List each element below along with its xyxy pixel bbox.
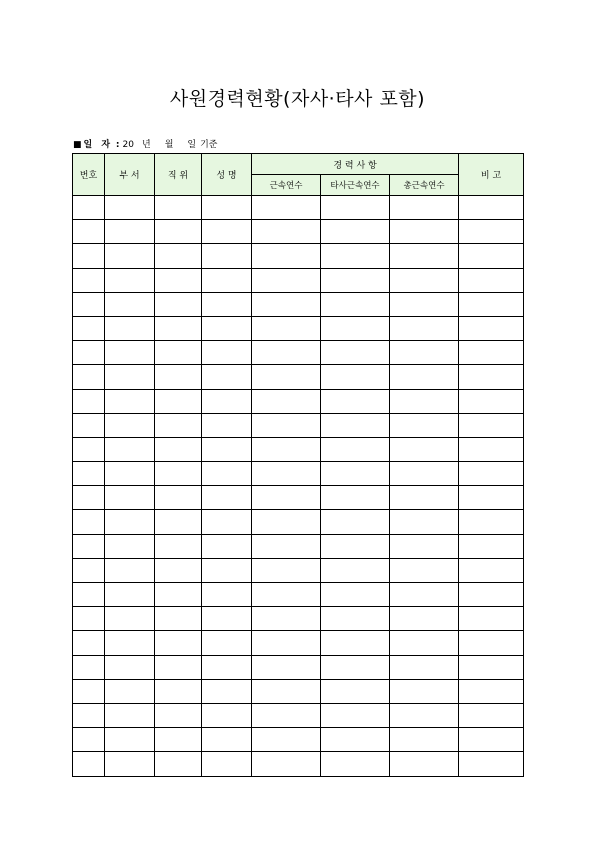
table-cell[interactable] bbox=[252, 413, 321, 437]
date-line bbox=[73, 137, 217, 150]
table-cell[interactable] bbox=[321, 268, 390, 292]
table-cell[interactable] bbox=[459, 244, 524, 268]
table-cell[interactable] bbox=[321, 437, 390, 461]
table-cell[interactable] bbox=[390, 413, 459, 437]
table-cell[interactable] bbox=[252, 655, 321, 679]
date-colon: : bbox=[115, 140, 120, 150]
table-cell[interactable] bbox=[73, 365, 105, 389]
table-cell[interactable] bbox=[155, 244, 202, 268]
table-cell[interactable] bbox=[390, 268, 459, 292]
table-cell[interactable] bbox=[73, 510, 105, 534]
table-cell[interactable] bbox=[459, 607, 524, 631]
table-cell[interactable] bbox=[390, 703, 459, 727]
table-cell[interactable] bbox=[202, 679, 252, 703]
table-cell[interactable] bbox=[73, 655, 105, 679]
year-prefix: 20 bbox=[122, 140, 134, 150]
table-cell[interactable] bbox=[252, 244, 321, 268]
table-cell[interactable] bbox=[155, 510, 202, 534]
table-row bbox=[73, 462, 524, 486]
table-cell[interactable] bbox=[390, 679, 459, 703]
table-cell[interactable] bbox=[202, 341, 252, 365]
table-cell[interactable] bbox=[202, 437, 252, 461]
table-cell[interactable] bbox=[390, 534, 459, 558]
table-row bbox=[73, 728, 524, 752]
table-cell[interactable] bbox=[73, 437, 105, 461]
table-row bbox=[73, 631, 524, 655]
table-cell[interactable] bbox=[73, 268, 105, 292]
table-cell[interactable] bbox=[105, 244, 155, 268]
table-cell[interactable] bbox=[459, 196, 524, 220]
table-cell[interactable] bbox=[202, 607, 252, 631]
table-cell[interactable] bbox=[459, 703, 524, 727]
table-cell[interactable] bbox=[321, 607, 390, 631]
table-cell[interactable] bbox=[252, 486, 321, 510]
table-cell[interactable] bbox=[390, 316, 459, 340]
table-cell[interactable] bbox=[459, 728, 524, 752]
table-cell[interactable] bbox=[73, 534, 105, 558]
table-row bbox=[73, 752, 524, 776]
table-cell[interactable] bbox=[105, 655, 155, 679]
document-title: 사원경력현황(자사·타사 포함) bbox=[169, 88, 426, 110]
table-cell[interactable] bbox=[155, 486, 202, 510]
table-cell[interactable] bbox=[155, 389, 202, 413]
header-tenure: 근속연수 bbox=[252, 175, 321, 196]
table-cell[interactable] bbox=[252, 728, 321, 752]
header-department: 부 서 bbox=[105, 154, 155, 196]
table-cell[interactable] bbox=[105, 607, 155, 631]
table-cell[interactable] bbox=[105, 437, 155, 461]
table-cell[interactable] bbox=[252, 752, 321, 776]
table-row bbox=[73, 365, 524, 389]
table-cell[interactable] bbox=[252, 220, 321, 244]
table-cell[interactable] bbox=[390, 462, 459, 486]
table-cell[interactable] bbox=[321, 703, 390, 727]
header-career: 경 력 사 항 bbox=[252, 154, 459, 175]
table-cell[interactable] bbox=[390, 607, 459, 631]
table-cell[interactable] bbox=[321, 728, 390, 752]
table-cell[interactable] bbox=[155, 413, 202, 437]
table-cell[interactable] bbox=[202, 196, 252, 220]
table-cell[interactable] bbox=[105, 413, 155, 437]
table-cell[interactable] bbox=[459, 583, 524, 607]
table-cell[interactable] bbox=[155, 292, 202, 316]
table-cell[interactable] bbox=[321, 558, 390, 582]
table-cell[interactable] bbox=[459, 341, 524, 365]
table-cell[interactable] bbox=[202, 365, 252, 389]
table-cell[interactable] bbox=[252, 558, 321, 582]
table-cell[interactable] bbox=[459, 268, 524, 292]
table-cell[interactable] bbox=[459, 534, 524, 558]
table-cell[interactable] bbox=[105, 510, 155, 534]
table-cell[interactable] bbox=[390, 365, 459, 389]
table-cell[interactable] bbox=[459, 220, 524, 244]
table-row bbox=[73, 316, 524, 340]
table-row bbox=[73, 244, 524, 268]
table-cell[interactable] bbox=[321, 655, 390, 679]
table-cell[interactable] bbox=[105, 728, 155, 752]
day-unit: 일 bbox=[187, 140, 197, 150]
table-cell[interactable] bbox=[459, 462, 524, 486]
table-cell[interactable] bbox=[105, 534, 155, 558]
table-cell[interactable] bbox=[202, 534, 252, 558]
table-cell[interactable] bbox=[390, 631, 459, 655]
table-cell[interactable] bbox=[105, 389, 155, 413]
table-cell[interactable] bbox=[390, 655, 459, 679]
table-cell[interactable] bbox=[321, 679, 390, 703]
table-cell[interactable] bbox=[252, 607, 321, 631]
table-cell[interactable] bbox=[459, 316, 524, 340]
table-cell[interactable] bbox=[155, 679, 202, 703]
table-row bbox=[73, 558, 524, 582]
table-cell[interactable] bbox=[105, 631, 155, 655]
table-cell[interactable] bbox=[390, 486, 459, 510]
table-cell[interactable] bbox=[73, 583, 105, 607]
table-cell[interactable] bbox=[105, 558, 155, 582]
table-cell[interactable] bbox=[252, 510, 321, 534]
table-cell[interactable] bbox=[459, 679, 524, 703]
table-cell[interactable] bbox=[202, 703, 252, 727]
table-cell[interactable] bbox=[321, 316, 390, 340]
table-cell[interactable] bbox=[390, 583, 459, 607]
table-cell[interactable] bbox=[155, 437, 202, 461]
table-cell[interactable] bbox=[252, 268, 321, 292]
table-cell[interactable] bbox=[105, 752, 155, 776]
table-cell[interactable] bbox=[155, 752, 202, 776]
table-cell[interactable] bbox=[390, 292, 459, 316]
table-cell[interactable] bbox=[390, 244, 459, 268]
header-number: 번호 bbox=[73, 154, 105, 196]
table-cell[interactable] bbox=[252, 389, 321, 413]
table-row bbox=[73, 220, 524, 244]
table-cell[interactable] bbox=[202, 486, 252, 510]
table-row bbox=[73, 341, 524, 365]
table-cell[interactable] bbox=[202, 389, 252, 413]
table-cell[interactable] bbox=[321, 244, 390, 268]
reference-suffix: 기준 bbox=[200, 140, 218, 150]
table-cell[interactable] bbox=[73, 292, 105, 316]
table-cell[interactable] bbox=[202, 583, 252, 607]
month-unit: 월 bbox=[164, 140, 174, 150]
table-cell[interactable] bbox=[73, 631, 105, 655]
date-label: 일 자 bbox=[83, 140, 114, 150]
table-cell[interactable] bbox=[459, 389, 524, 413]
header-position: 직 위 bbox=[155, 154, 202, 196]
table-cell[interactable] bbox=[252, 703, 321, 727]
table-cell[interactable] bbox=[321, 486, 390, 510]
table-cell[interactable] bbox=[105, 583, 155, 607]
table-cell[interactable] bbox=[459, 292, 524, 316]
table-cell[interactable] bbox=[321, 534, 390, 558]
table-cell[interactable] bbox=[73, 752, 105, 776]
table-cell[interactable] bbox=[155, 631, 202, 655]
table-cell[interactable] bbox=[105, 703, 155, 727]
table-cell[interactable] bbox=[390, 510, 459, 534]
table-cell[interactable] bbox=[459, 752, 524, 776]
table-cell[interactable] bbox=[155, 728, 202, 752]
header-other-company-tenure: 타사근속연수 bbox=[321, 175, 390, 196]
table-cell[interactable] bbox=[321, 196, 390, 220]
table-cell[interactable] bbox=[73, 316, 105, 340]
year-unit: 년 bbox=[141, 140, 151, 150]
table-cell[interactable] bbox=[73, 703, 105, 727]
table-cell[interactable] bbox=[202, 558, 252, 582]
table-cell[interactable] bbox=[390, 752, 459, 776]
table-cell[interactable] bbox=[321, 389, 390, 413]
table-cell[interactable] bbox=[73, 462, 105, 486]
table-cell[interactable] bbox=[202, 316, 252, 340]
table-row bbox=[73, 534, 524, 558]
table-cell[interactable] bbox=[155, 534, 202, 558]
table-cell[interactable] bbox=[321, 583, 390, 607]
table-cell[interactable] bbox=[252, 365, 321, 389]
table-cell[interactable] bbox=[105, 292, 155, 316]
table-cell[interactable] bbox=[105, 268, 155, 292]
table-cell[interactable] bbox=[390, 558, 459, 582]
table-cell[interactable] bbox=[252, 631, 321, 655]
table-cell[interactable] bbox=[105, 462, 155, 486]
table-cell[interactable] bbox=[105, 341, 155, 365]
table-cell[interactable] bbox=[73, 389, 105, 413]
table-row bbox=[73, 268, 524, 292]
table-cell[interactable] bbox=[252, 679, 321, 703]
table-cell[interactable] bbox=[155, 703, 202, 727]
table-cell[interactable] bbox=[105, 220, 155, 244]
header-note: 비 고 bbox=[459, 154, 524, 196]
table-cell[interactable] bbox=[459, 631, 524, 655]
table-cell[interactable] bbox=[73, 244, 105, 268]
table-row bbox=[73, 655, 524, 679]
table-cell[interactable] bbox=[105, 365, 155, 389]
table-cell[interactable] bbox=[155, 268, 202, 292]
table-row bbox=[73, 510, 524, 534]
table-cell[interactable] bbox=[459, 413, 524, 437]
table-cell[interactable] bbox=[155, 341, 202, 365]
table-cell[interactable] bbox=[73, 679, 105, 703]
table-cell[interactable] bbox=[321, 631, 390, 655]
career-table bbox=[72, 153, 524, 777]
table-cell[interactable] bbox=[459, 655, 524, 679]
table-cell[interactable] bbox=[459, 486, 524, 510]
table-row bbox=[73, 703, 524, 727]
table-cell[interactable] bbox=[105, 196, 155, 220]
table-cell[interactable] bbox=[321, 292, 390, 316]
header-name: 성 명 bbox=[202, 154, 252, 196]
table-row bbox=[73, 583, 524, 607]
square-bullet-icon: ■ bbox=[73, 140, 82, 150]
header-total-tenure: 총근속연수 bbox=[390, 175, 459, 196]
table-row bbox=[73, 437, 524, 461]
table-row bbox=[73, 292, 524, 316]
table-cell[interactable] bbox=[202, 244, 252, 268]
table-cell[interactable] bbox=[252, 292, 321, 316]
table-cell[interactable] bbox=[202, 728, 252, 752]
table-cell[interactable] bbox=[155, 558, 202, 582]
table-cell[interactable] bbox=[73, 486, 105, 510]
table-cell[interactable] bbox=[202, 268, 252, 292]
table-cell[interactable] bbox=[321, 341, 390, 365]
table-cell[interactable] bbox=[252, 437, 321, 461]
table-cell[interactable] bbox=[390, 728, 459, 752]
table-cell[interactable] bbox=[202, 413, 252, 437]
table-cell[interactable] bbox=[459, 437, 524, 461]
table-cell[interactable] bbox=[202, 752, 252, 776]
table-cell[interactable] bbox=[155, 607, 202, 631]
table-cell[interactable] bbox=[390, 196, 459, 220]
table-cell[interactable] bbox=[155, 655, 202, 679]
table-cell[interactable] bbox=[390, 389, 459, 413]
table-row bbox=[73, 607, 524, 631]
table-cell[interactable] bbox=[73, 558, 105, 582]
table-cell[interactable] bbox=[459, 558, 524, 582]
table-cell[interactable] bbox=[459, 365, 524, 389]
table-cell[interactable] bbox=[73, 413, 105, 437]
table-cell[interactable] bbox=[202, 292, 252, 316]
table-row bbox=[73, 679, 524, 703]
table-cell[interactable] bbox=[321, 462, 390, 486]
table-cell[interactable] bbox=[252, 341, 321, 365]
table-cell[interactable] bbox=[321, 413, 390, 437]
table-cell[interactable] bbox=[73, 607, 105, 631]
table-cell[interactable] bbox=[252, 534, 321, 558]
table-cell[interactable] bbox=[390, 341, 459, 365]
table-cell[interactable] bbox=[73, 341, 105, 365]
table-cell[interactable] bbox=[73, 196, 105, 220]
table-cell[interactable] bbox=[459, 510, 524, 534]
table-cell[interactable] bbox=[105, 679, 155, 703]
table-cell[interactable] bbox=[155, 316, 202, 340]
table-cell[interactable] bbox=[155, 583, 202, 607]
table-cell[interactable] bbox=[202, 510, 252, 534]
table-cell[interactable] bbox=[321, 752, 390, 776]
table-cell[interactable] bbox=[252, 196, 321, 220]
table-body bbox=[73, 196, 524, 777]
table-cell[interactable] bbox=[321, 365, 390, 389]
table-cell[interactable] bbox=[73, 728, 105, 752]
table-cell[interactable] bbox=[202, 631, 252, 655]
table-cell[interactable] bbox=[321, 220, 390, 244]
table-cell[interactable] bbox=[252, 583, 321, 607]
table-cell[interactable] bbox=[155, 220, 202, 244]
table-cell[interactable] bbox=[321, 510, 390, 534]
table-cell[interactable] bbox=[202, 655, 252, 679]
table-cell[interactable] bbox=[155, 462, 202, 486]
table-cell[interactable] bbox=[252, 316, 321, 340]
table-cell[interactable] bbox=[105, 316, 155, 340]
table-cell[interactable] bbox=[155, 196, 202, 220]
table-cell[interactable] bbox=[202, 220, 252, 244]
table-cell[interactable] bbox=[155, 365, 202, 389]
table-row bbox=[73, 196, 524, 220]
table-cell[interactable] bbox=[252, 462, 321, 486]
table-cell[interactable] bbox=[73, 220, 105, 244]
table-cell[interactable] bbox=[390, 220, 459, 244]
table-row bbox=[73, 486, 524, 510]
table-row bbox=[73, 413, 524, 437]
table-row bbox=[73, 389, 524, 413]
table-cell[interactable] bbox=[390, 437, 459, 461]
table-cell[interactable] bbox=[105, 486, 155, 510]
table-cell[interactable] bbox=[202, 462, 252, 486]
